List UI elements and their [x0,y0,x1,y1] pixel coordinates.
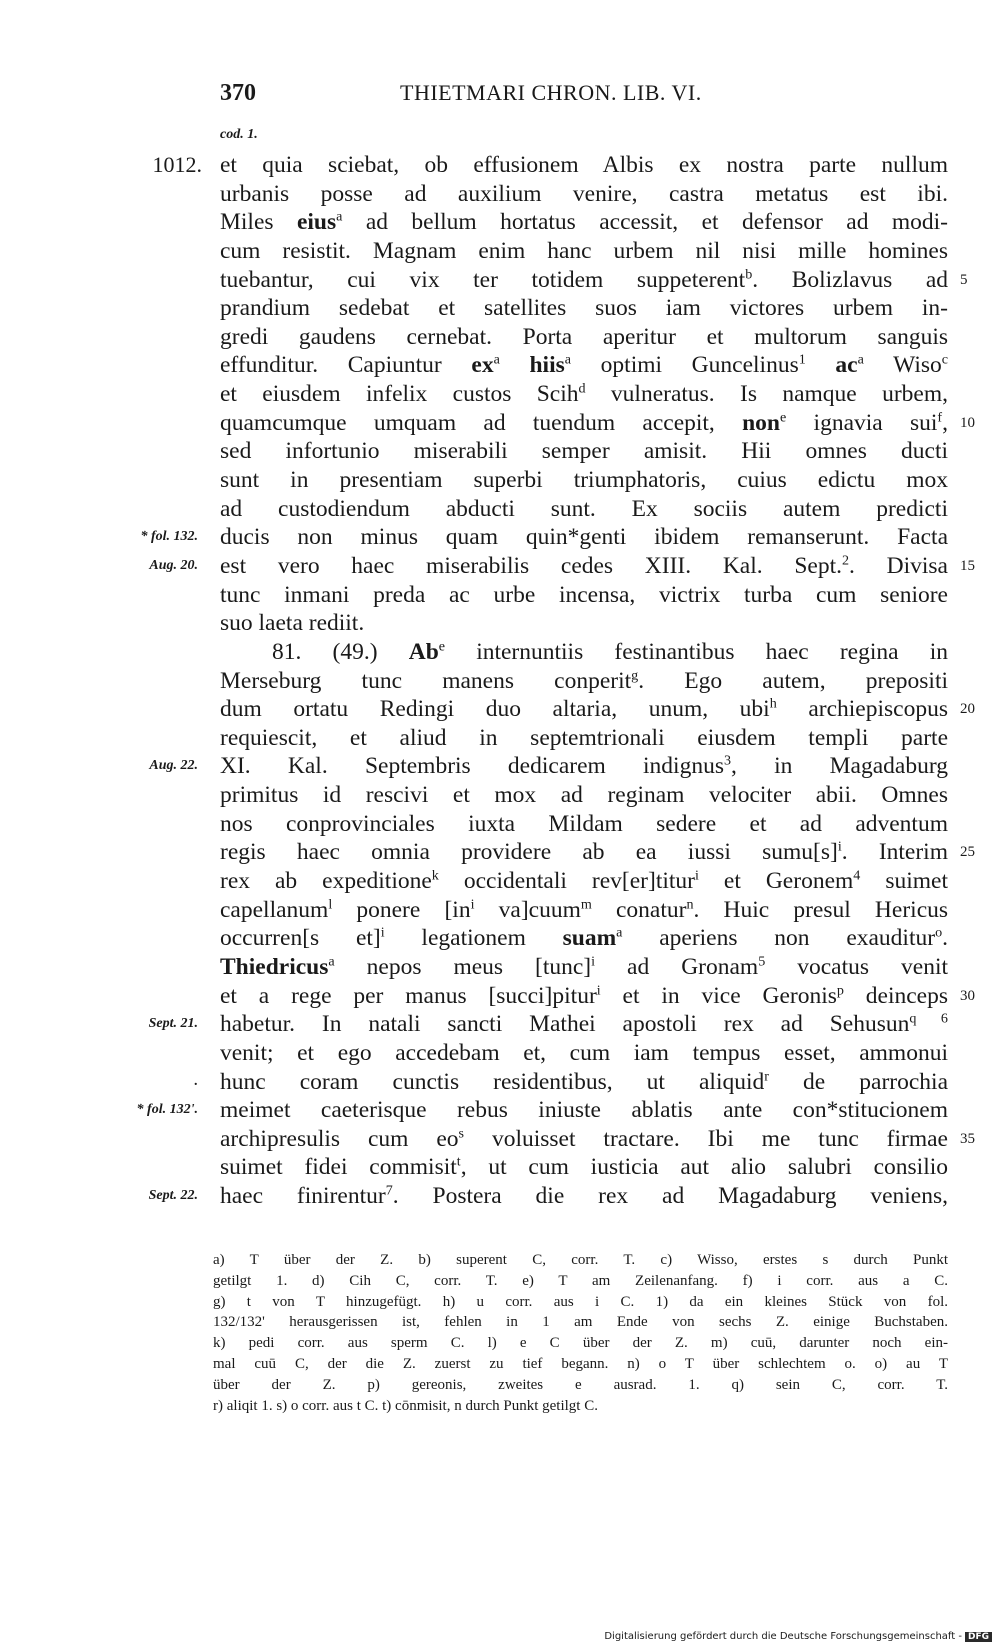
text-line: Thiedricus$^a$ nepos meus [tunc]$^i$ ad Gronam$^5$ vocatus venit [220,953,948,980]
footnote-line: r) aliqit 1. s) o corr. aus t C. t) cōnmisit, n durch Punkt getilgt C. [213,1397,598,1414]
text-line: tuebantur, cui vix ter totidem suppeterent$^b$. Bolizlavus ad [220,265,948,293]
siglum: i [470,895,475,912]
line-number: 15 [960,557,975,574]
margin-dot: . [194,1073,198,1089]
text-line: nos conprovinciales iuxta Mildam sedere et ad adventum [220,810,948,837]
siglum: g [631,666,639,683]
siglum: e [438,638,446,655]
siglum: a [336,208,343,225]
siglum: s [458,1125,465,1142]
emphasized-word: suam [562,925,617,952]
siglum: b [745,265,753,282]
text-line: effunditur. Capiuntur $ex^a$ hiis$^a$ optimi Guncelinus$^1$ $ac^a$ Wiso$^c$ [220,351,949,379]
siglum: a [493,351,500,368]
margin-year: 1012. [152,152,202,177]
footnote-line: getilgt 1. d) Cih C, corr. T. e) T am Zeilenanfang. f) i corr. aus a C. [213,1272,948,1289]
siglum: 2 [842,552,850,569]
text-line: cum resistit. Magnam enim hanc urbem nil nisi mille homines [220,237,948,264]
line-number: 10 [960,414,975,431]
margin-date: Sept. 21. [148,1016,198,1032]
emphasized-word: ac [835,352,858,379]
text-line: hunc coram cunctis residentibus, ut aliquid$^r$ de parrochia [220,1067,948,1095]
text-line: suimet fidei commisit$^t$, ut cum iusticia aut alio salubri consilio [220,1153,949,1181]
text-line: prandium sedebat et satellites suos iam victores urbem in- [220,295,948,322]
siglum: 1 [798,351,806,368]
text-line: capellanum$^l$ ponere [$in^i$ va]cuum$^m$ conatur$^n$. Huic presul Hericus [220,895,949,923]
text-line: archipresulis cum $eo^s$ voluisset tractare. Ibi me tunc firmae [220,1125,948,1152]
text-line: primitus id rescivi et mox ad reginam velociter abii. Omnes [220,782,948,809]
text-line: requiescit, et aliud in septemtrionali eiusdem templi parte [220,724,948,751]
emphasized-word: eius [296,209,337,236]
credit-text: Digitalisierung gefördert durch die Deutsche Forschungsgemeinschaft - [604,1631,962,1642]
dfg-logo: DFG [965,1632,992,1642]
text-line: occurren[s et]$^i$ legationem suam$^a$ aperiens non exauditur$^o$. [220,924,948,952]
footnote-line: a) T über der Z. b) superent C, corr. T. c) Wisso, erstes s durch Punkt [213,1252,948,1268]
siglum: m [580,895,592,912]
line-number: 30 [960,987,975,1004]
siglum: n [686,895,694,912]
siglum: p [836,981,844,998]
codex-note: cod. 1. [220,127,258,142]
text-line: et eiusdem infelix custos Scih$^d$ vulneratus. Is namque urbem, [220,380,948,408]
emphasized-word: Ab [408,638,439,665]
siglum: i [694,867,699,884]
digitization-credit [604,1631,992,1642]
siglum: t [456,1153,461,1170]
siglum: 7 [385,1182,393,1199]
text-line: venit; et ego accedebam et, cum iam tempus esset, ammonui [220,1039,948,1066]
text-line: urbanis posse ad auxilium venire, castra metatus est ibi. [220,180,948,207]
text-line: ad custodiendum abducti sunt. Ex sociis autem predicti [220,495,948,522]
footnote-line: k) pedi corr. aus sperm C. l) e C über der Z. m) cuū, darunter noch ein- [213,1335,948,1352]
text-line: quamcumque umquam ad tuendum accepit, non$^e$ ignavia sui$^f$, [220,409,948,436]
line-number: 5 [960,271,968,288]
text-line: rex ab expeditione$^k$ occidentali rev[er]titur$^i$ et Geronem$^4$ suimet [220,867,948,895]
margin-date: Aug. 20. [149,557,198,573]
siglum: i [837,838,842,855]
siglum: o [935,924,943,941]
main-text [136,151,975,1211]
line-number: 25 [960,844,975,861]
emphasized-word: Thiedricus [220,953,329,980]
text-line: Merseburg tunc manens conperit$^g$. Ego autem, prepositi [220,666,948,694]
siglum: h [769,695,777,712]
siglum: 3 [723,752,732,769]
siglum: f [937,409,943,426]
text-line: dum ortatu Redingi duo altaria, unum, ubi$^h$ archiepiscopus [220,695,948,723]
siglum: e [779,409,787,426]
margin-date: Aug. 22. [149,758,198,774]
siglum: d [578,380,586,397]
text-line: XI. Kal. Septembris dedicarem indignus$^3$, in Magadaburg [220,752,948,780]
text-line: haec finirentur$^7$. Postera die rex ad Magadaburg veniens, [220,1182,949,1210]
siglum: i [380,924,385,941]
text-line: sed infortunio miserabili semper amisit. Hii omnes ducti [220,438,948,465]
text-line: suo laeta rediit. [220,610,365,637]
margin-date: Sept. 22. [148,1188,198,1204]
text-line: ducis non minus quam quin*genti ibidem remanserunt. Facta [220,524,948,551]
footnote-line: 132/132' herausgerissen ist, fehlen in 1 am Ende von sechs Z. einige Buchstaben. [213,1314,948,1331]
emphasized-word: hiis [529,352,565,379]
siglum: l [328,895,333,912]
text-line: tunc inmani preda ac urbe incensa, victrix turba cum seniore [220,581,948,608]
siglum: a [328,953,335,970]
text-line: Miles eius$^a$ ad bellum hortatus accessit, et defensor ad modi- [220,208,948,236]
footnotes [213,1250,948,1416]
text-line: sunt in presentiam superbi triumphatoris, cuius edictu mox [220,467,948,494]
siglum: i [596,981,601,998]
margin-folio: * fol. 132'. [136,1102,198,1118]
text-line: gredi gaudens cernebat. Porta aperitur et multorum sanguis [220,323,948,350]
footnote-line: über der Z. p) gereonis, zweites e ausrad. 1. q) sein C, corr. T. [213,1376,948,1393]
line-number: 35 [960,1130,975,1147]
siglum: 5 [758,953,766,970]
margin-folio: * fol. 132. [140,529,198,545]
footnote-line: mal cuū C, der die Z. zuerst zu tief begann. n) o T über schlechtem o. o) au T [213,1355,948,1372]
emphasized-word: non [742,409,780,436]
siglum: i [591,953,596,970]
siglum: c [941,351,949,368]
siglum: r [764,1067,769,1084]
text-line: regis haec omnia providere ab ea iussi $sumu[s]^i$. Interim [220,838,948,866]
page-number: 370 [220,80,256,106]
siglum: k [431,867,439,884]
siglum: a [616,924,623,941]
page-header [0,80,1000,110]
emphasized-word: ex [471,352,494,379]
line-number: 20 [960,701,975,718]
footnote-line: g) t von T hinzugefügt. h) u corr. aus i C. 1) da ein kleines Stück von fol. [213,1293,948,1310]
text-line: meimet caeterisque rebus iniuste ablatis ante con*stitucionem [220,1097,948,1124]
siglum: 4 [853,867,861,884]
siglum: q 6 [909,1010,948,1027]
text-line: et a rege per manus [succi]pitur$^i$ et in vice Geronis$^p$ deinceps [220,981,948,1009]
text-line: est vero haec miserabilis cedes XIII. Kal. Sept.$^2$. Divisa [220,552,948,579]
text-line: habetur. In natali sancti Mathei apostoli rex ad Sehusun$^{q 6}$ [220,1010,948,1038]
siglum: a [857,351,864,368]
siglum: a [564,351,572,368]
running-title: THIETMARI CHRON. LIB. VI. [400,80,702,105]
text-line: 81. (49.) Ab$^e$ internuntiis festinantibus haec regina in [272,638,948,665]
text-line: et quia sciebat, ob effusionem Albis ex nostra parte nullum [220,152,948,178]
